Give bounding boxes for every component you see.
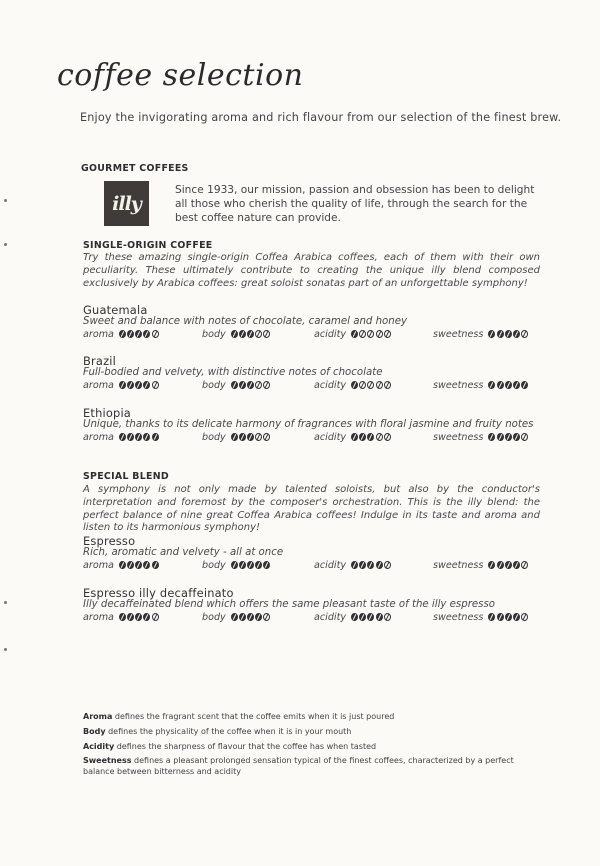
- bean-icon: [247, 381, 254, 389]
- bean-icon: [127, 561, 134, 569]
- acidity-rating: [314, 380, 392, 392]
- bean-rating: [231, 613, 272, 624]
- bean-icon: [143, 433, 150, 441]
- bean-icon: [152, 613, 159, 621]
- bean-rating: [351, 330, 392, 341]
- coffee-desc: Sweet and balance with notes of chocolate, caramel and honey: [83, 316, 408, 327]
- bean-icon: [497, 561, 504, 569]
- sweetness-rating: [433, 329, 529, 341]
- bean-icon: [135, 561, 142, 569]
- edge-mark: [4, 601, 7, 604]
- special-blend-heading: SPECIAL BLEND: [83, 471, 169, 482]
- edge-mark: [4, 648, 7, 651]
- bean-rating: [231, 561, 272, 572]
- bean-icon: [231, 330, 238, 338]
- bean-icon: [127, 613, 134, 621]
- bean-icon: [488, 613, 495, 621]
- bean-icon: [384, 613, 391, 621]
- bean-rating: [119, 381, 160, 392]
- bean-icon: [255, 561, 262, 569]
- bean-icon: [119, 381, 126, 389]
- bean-rating: [351, 433, 392, 444]
- bean-rating: [231, 433, 272, 444]
- bean-icon: [231, 381, 238, 389]
- bean-icon: [359, 613, 366, 621]
- bean-icon: [488, 561, 495, 569]
- body-label: body: [202, 612, 226, 623]
- bean-rating: [488, 330, 529, 341]
- bean-icon: [513, 381, 520, 389]
- acidity-rating: [314, 560, 392, 572]
- bean-icon: [505, 433, 512, 441]
- aroma-label: aroma: [83, 329, 114, 340]
- bean-icon: [488, 433, 495, 441]
- single-origin-heading: SINGLE-ORIGIN COFFEE: [83, 240, 213, 251]
- bean-icon: [255, 330, 262, 338]
- bean-icon: [351, 561, 358, 569]
- bean-icon: [376, 381, 383, 389]
- bean-icon: [351, 381, 358, 389]
- bean-rating: [119, 330, 160, 341]
- body-rating: [202, 612, 272, 624]
- bean-icon: [359, 381, 366, 389]
- bean-icon: [143, 561, 150, 569]
- bean-icon: [376, 613, 383, 621]
- acidity-label: acidity: [314, 560, 347, 571]
- bean-icon: [127, 433, 134, 441]
- body-rating: [202, 329, 272, 341]
- bean-icon: [505, 561, 512, 569]
- bean-icon: [239, 561, 246, 569]
- acidity-rating: [314, 329, 392, 341]
- bean-icon: [351, 613, 358, 621]
- footnote-sweetness: [83, 756, 543, 777]
- bean-rating: [488, 381, 529, 392]
- bean-icon: [127, 330, 134, 338]
- bean-icon: [513, 330, 520, 338]
- bean-icon: [263, 613, 270, 621]
- bean-icon: [505, 381, 512, 389]
- bean-icon: [521, 381, 528, 389]
- special-blend-text: A symphony is not only made by talented soloists, but also by the conductor's interpretation and foremost by the composer's orchestration. This is the illy blend: the perfect balance of nine great Coffea Arabica coffees! Indulge in its taste and aroma and listen to its harmonious symphony!: [83, 484, 540, 534]
- bean-icon: [351, 330, 358, 338]
- bean-icon: [367, 381, 374, 389]
- coffee-name-brazil: Brazil: [83, 354, 116, 368]
- bean-icon: [513, 433, 520, 441]
- sweetness-label: sweetness: [433, 380, 484, 391]
- coffee-desc: Rich, aromatic and velvety - all at once: [83, 547, 284, 558]
- sweetness-label: sweetness: [433, 432, 484, 443]
- bean-icon: [119, 561, 126, 569]
- bean-icon: [143, 381, 150, 389]
- bean-icon: [231, 613, 238, 621]
- bean-icon: [505, 613, 512, 621]
- gourmet-heading: GOURMET COFFEES: [81, 163, 189, 174]
- bean-icon: [521, 561, 528, 569]
- bean-icon: [367, 330, 374, 338]
- intro-text: Enjoy the invigorating aroma and rich flavour from our selection of the finest brew.: [80, 111, 562, 124]
- gourmet-text: Since 1933, our mission, passion and obsession has been to delight all those who cherish the quality of life, through the search for the best coffee nature can provide.: [175, 184, 535, 225]
- bean-icon: [497, 381, 504, 389]
- bean-icon: [263, 561, 270, 569]
- bean-icon: [384, 381, 391, 389]
- acidity-label: acidity: [314, 432, 347, 443]
- bean-rating: [351, 561, 392, 572]
- single-origin-text: Try these amazing single-origin Coffea Arabica coffees, each of them with their own peculiarity. These ultimately contribute to creating the unique illy blend composed exclusively by Arabica coffees: great soloist sonatas part of an unforgettable symphony!: [83, 252, 540, 289]
- bean-icon: [119, 433, 126, 441]
- bean-icon: [359, 330, 366, 338]
- acidity-label: acidity: [314, 329, 347, 340]
- aroma-rating: [83, 380, 160, 392]
- bean-icon: [247, 561, 254, 569]
- bean-icon: [239, 330, 246, 338]
- bean-rating: [119, 433, 160, 444]
- bean-icon: [135, 330, 142, 338]
- bean-icon: [135, 381, 142, 389]
- body-rating: [202, 560, 272, 572]
- bean-icon: [513, 561, 520, 569]
- aroma-rating: [83, 432, 160, 444]
- footnote-term: Acidity: [83, 742, 115, 751]
- bean-icon: [505, 330, 512, 338]
- bean-icon: [255, 433, 262, 441]
- footnote-term: Aroma: [83, 712, 113, 721]
- acidity-rating: [314, 432, 392, 444]
- coffee-desc: Full-bodied and velvety, with distinctive notes of chocolate: [83, 367, 383, 378]
- bean-icon: [119, 613, 126, 621]
- footnote-aroma: [83, 712, 543, 723]
- bean-icon: [359, 561, 366, 569]
- footnote-acidity: [83, 742, 543, 753]
- bean-icon: [239, 433, 246, 441]
- bean-rating: [488, 433, 529, 444]
- bean-icon: [497, 433, 504, 441]
- bean-icon: [247, 613, 254, 621]
- bean-icon: [367, 561, 374, 569]
- bean-icon: [384, 433, 391, 441]
- bean-icon: [263, 330, 270, 338]
- edge-mark: [4, 243, 7, 246]
- page-title: coffee selection: [57, 58, 304, 93]
- bean-icon: [247, 433, 254, 441]
- bean-icon: [255, 381, 262, 389]
- bean-icon: [255, 613, 262, 621]
- coffee-desc: Unique, thanks to its delicate harmony of fragrances with floral jasmine and fruity notes: [83, 419, 534, 430]
- bean-icon: [263, 381, 270, 389]
- bean-rating: [231, 330, 272, 341]
- bean-icon: [263, 433, 270, 441]
- coffee-name-espresso: Espresso: [83, 534, 136, 548]
- bean-icon: [521, 433, 528, 441]
- bean-icon: [143, 613, 150, 621]
- bean-icon: [488, 381, 495, 389]
- footnote-body: [83, 727, 543, 738]
- body-label: body: [202, 432, 226, 443]
- bean-rating: [119, 561, 160, 572]
- acidity-rating: [314, 612, 392, 624]
- bean-icon: [521, 330, 528, 338]
- footnote-term: Sweetness: [83, 756, 132, 765]
- bean-icon: [359, 433, 366, 441]
- bean-icon: [231, 561, 238, 569]
- footnote-term: Body: [83, 727, 106, 736]
- bean-rating: [351, 613, 392, 624]
- bean-icon: [135, 433, 142, 441]
- body-rating: [202, 380, 272, 392]
- bean-icon: [376, 561, 383, 569]
- bean-icon: [119, 330, 126, 338]
- sweetness-rating: [433, 612, 529, 624]
- sweetness-label: sweetness: [433, 329, 484, 340]
- aroma-label: aroma: [83, 612, 114, 623]
- bean-icon: [384, 330, 391, 338]
- bean-icon: [367, 433, 374, 441]
- sweetness-rating: [433, 432, 529, 444]
- aroma-label: aroma: [83, 560, 114, 571]
- sweetness-rating: [433, 560, 529, 572]
- bean-rating: [488, 561, 529, 572]
- bean-icon: [497, 330, 504, 338]
- bean-icon: [497, 613, 504, 621]
- bean-icon: [127, 381, 134, 389]
- bean-icon: [367, 613, 374, 621]
- bean-icon: [239, 381, 246, 389]
- bean-icon: [384, 561, 391, 569]
- coffee-name-espresso-illy-decaffeinato: Espresso illy decaffeinato: [83, 586, 234, 600]
- body-rating: [202, 432, 272, 444]
- aroma-label: aroma: [83, 432, 114, 443]
- illy-logo: [104, 181, 149, 226]
- edge-mark: [4, 199, 7, 202]
- bean-icon: [152, 561, 159, 569]
- bean-rating: [351, 381, 392, 392]
- aroma-rating: [83, 560, 160, 572]
- footnote-text: defines the fragrant scent that the coffee emits when it is just poured: [112, 712, 395, 721]
- footnote-text: defines the physicality of the coffee when it is in your mouth: [105, 727, 352, 736]
- bean-icon: [521, 613, 528, 621]
- footnote-text: defines a pleasant prolonged sensation typical of the finest coffees, characterized by a perfect balance between bitterness and acidity: [83, 756, 514, 776]
- bean-icon: [135, 613, 142, 621]
- sweetness-label: sweetness: [433, 612, 484, 623]
- bean-icon: [152, 381, 159, 389]
- sweetness-rating: [433, 380, 529, 392]
- aroma-rating: [83, 329, 160, 341]
- bean-icon: [152, 433, 159, 441]
- acidity-label: acidity: [314, 612, 347, 623]
- aroma-label: aroma: [83, 380, 114, 391]
- bean-icon: [239, 613, 246, 621]
- logo-text: illy: [112, 192, 141, 215]
- bean-icon: [231, 433, 238, 441]
- body-label: body: [202, 329, 226, 340]
- bean-rating: [231, 381, 272, 392]
- sweetness-label: sweetness: [433, 560, 484, 571]
- coffee-name-ethiopia: Ethiopia: [83, 406, 131, 420]
- coffee-desc: Illy decaffeinated blend which offers the same pleasant taste of the illy espresso: [83, 599, 496, 610]
- footnote-text: defines the sharpness of flavour that the coffee has when tasted: [114, 742, 377, 751]
- bean-icon: [513, 613, 520, 621]
- aroma-rating: [83, 612, 160, 624]
- bean-rating: [119, 613, 160, 624]
- acidity-label: acidity: [314, 380, 347, 391]
- bean-icon: [152, 330, 159, 338]
- bean-icon: [143, 330, 150, 338]
- bean-icon: [488, 330, 495, 338]
- coffee-name-guatemala: Guatemala: [83, 303, 148, 317]
- bean-icon: [376, 330, 383, 338]
- body-label: body: [202, 560, 226, 571]
- bean-icon: [376, 433, 383, 441]
- body-label: body: [202, 380, 226, 391]
- bean-icon: [351, 433, 358, 441]
- bean-icon: [247, 330, 254, 338]
- bean-rating: [488, 613, 529, 624]
